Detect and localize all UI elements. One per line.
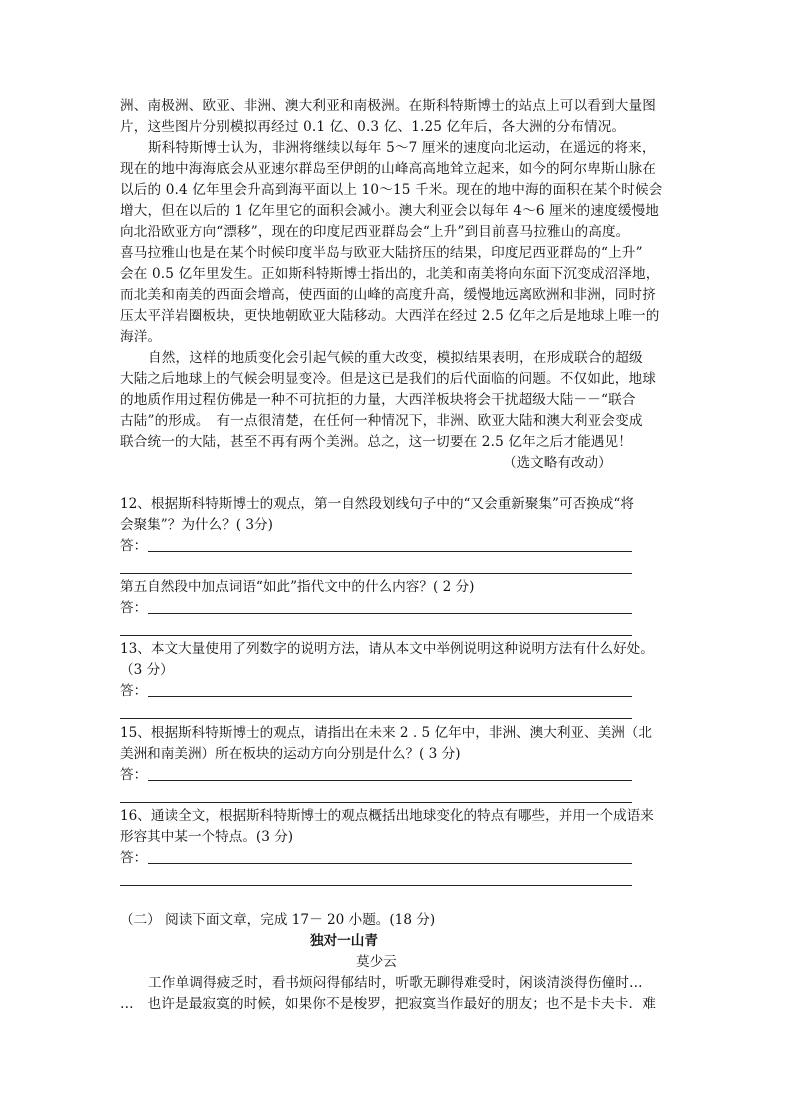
answer-line[interactable] <box>148 551 632 552</box>
question-15: 15、根据斯科特斯博士的观点，请指出在未来 2 . 5 亿年中，非洲、澳大利亚、美洲（北 <box>120 725 652 741</box>
answer-label: 答： <box>120 600 148 616</box>
answer-line[interactable] <box>148 863 632 864</box>
passage-line: 古陆”的形成。 有一点很清楚，在任何一种情况下，非洲、欧亚大陆和澳大利亚会变成 <box>120 413 643 429</box>
question-12-cont: 会聚集”？为什么？( 3分) <box>120 517 273 533</box>
question-12: 12、根据斯科特斯博士的观点，第一自然段划线句子中的“又会重新聚集”可否换成“将 <box>120 496 634 512</box>
question-13-cont: （3 分） <box>120 662 174 678</box>
passage-line: 以后的 0.4 亿年里会升高到海平面以上 10～15 千米。现在的地中海的面积在某个时候会 <box>120 182 663 198</box>
question-16-cont: 形容其中某一个特点。(3 分) <box>120 829 294 845</box>
passage-line: 洲、南极洲、欧亚、非洲、澳大利亚和南极洲。在斯科特斯博士的站点上可以看到大量图 <box>120 98 657 114</box>
passage-line: 自然，这样的地质变化会引起气候的重大改变，模拟结果表明，在形成联合的超级 <box>148 350 643 366</box>
article-line: 工作单调得疲乏时，看书烦闷得郁结时，听歌无聊得难受时，闲谈清淡得伤僮时… <box>148 975 643 991</box>
passage-line: 而北美和南美的西面会增高，使西面的山峰的高度升高，缓慢地远离欧洲和非洲，同时挤 <box>120 287 657 303</box>
passage-line: 大陆之后地球上的气候会明显变冷。但是这已是我们的后代面临的问题。不仅如此，地球 <box>120 371 657 387</box>
passage-line: 会在 0.5 亿年里发生。正如斯科特斯博士指出的，北美和南美将向东面下沉变成沼泽地， <box>120 266 660 282</box>
answer-label: 答： <box>120 767 148 783</box>
article-title: 独对一山青 <box>310 933 378 949</box>
passage-line: 压太平洋岩圈板块，更快地朝欧亚大陆移动。大西洋在经过 2.5 亿年之后是地球上唯一的 <box>120 308 660 324</box>
question-13: 13、本文大量使用了列数字的说明方法，请从本文中举例说明这种说明方法有什么好处。 <box>120 641 654 657</box>
source-note: （选文略有改动） <box>503 455 612 471</box>
answer-line[interactable] <box>120 885 632 886</box>
answer-line[interactable] <box>148 780 632 781</box>
passage-line: 联合统一的大陆，甚至不再有两个美洲。总之，这一切要在 2.5 亿年之后才能遇见！ <box>120 434 633 450</box>
question-15-cont: 美洲和南美洲）所在板块的运动方向分别是什么？( 3 分) <box>120 746 461 762</box>
question-16: 16、通读全文，根据斯科特斯博士的观点概括出地球变化的特点有哪些，并用一个成语来 <box>120 808 654 824</box>
passage-line: 海洋。 <box>120 329 162 345</box>
article-author: 莫少云 <box>356 954 397 970</box>
answer-line[interactable] <box>148 613 632 614</box>
answer-line[interactable] <box>120 573 632 574</box>
passage-line: 增大，但在以后的 1 亿年里它的面积会减小。澳大利亚会以每年 4～6 厘米的速度缓慢地 <box>120 203 660 219</box>
answer-label: 答： <box>120 538 148 554</box>
question-rushi: 第五自然段中加点词语“如此”指代文中的什么内容？( 2 分) <box>120 579 475 595</box>
passage-line: 喜马拉雅山也是在某个时候印度半岛与欧亚大陆挤压的结果，印度尼西亚群岛的“上升” <box>120 245 643 261</box>
answer-line[interactable] <box>148 696 632 697</box>
passage-line: 现在的地中海海底会从亚速尔群岛至伊朗的山峰高高地耸立起来，如今的阿尔卑斯山脉在 <box>120 161 657 177</box>
answer-label: 答： <box>120 850 148 866</box>
answer-line[interactable] <box>120 635 632 636</box>
answer-label: 答： <box>120 683 148 699</box>
answer-line[interactable] <box>120 718 632 719</box>
answer-line[interactable] <box>120 802 632 803</box>
passage-line: 的地质作用过程仿佛是一种不可抗拒的力量，大西洋板块将会干扰超级大陆－－“联合 <box>120 392 636 408</box>
passage-line: 斯科特斯博士认为，非洲将继续以每年 5～7 厘米的速度向北运动，在遥远的将来， <box>148 140 656 156</box>
section-heading: （二） 阅读下面文章，完成 17－ 20 小题。(18 分) <box>120 912 436 928</box>
article-line: … 也许是最寂寞的时候，如果你不是梭罗，把寂寞当作最好的朋友；也不是卡夫卡．难 <box>120 996 657 1012</box>
passage-line: 片，这些图片分别模拟再经过 0.1 亿、0.3 亿、1.25 亿年后，各大洲的分布情况。 <box>120 119 626 135</box>
passage-line: 向北沿欧亚方向“漂移”，现在的印度尼西亚群岛会“上升”到目前喜马拉雅山的高度。 <box>120 224 630 240</box>
